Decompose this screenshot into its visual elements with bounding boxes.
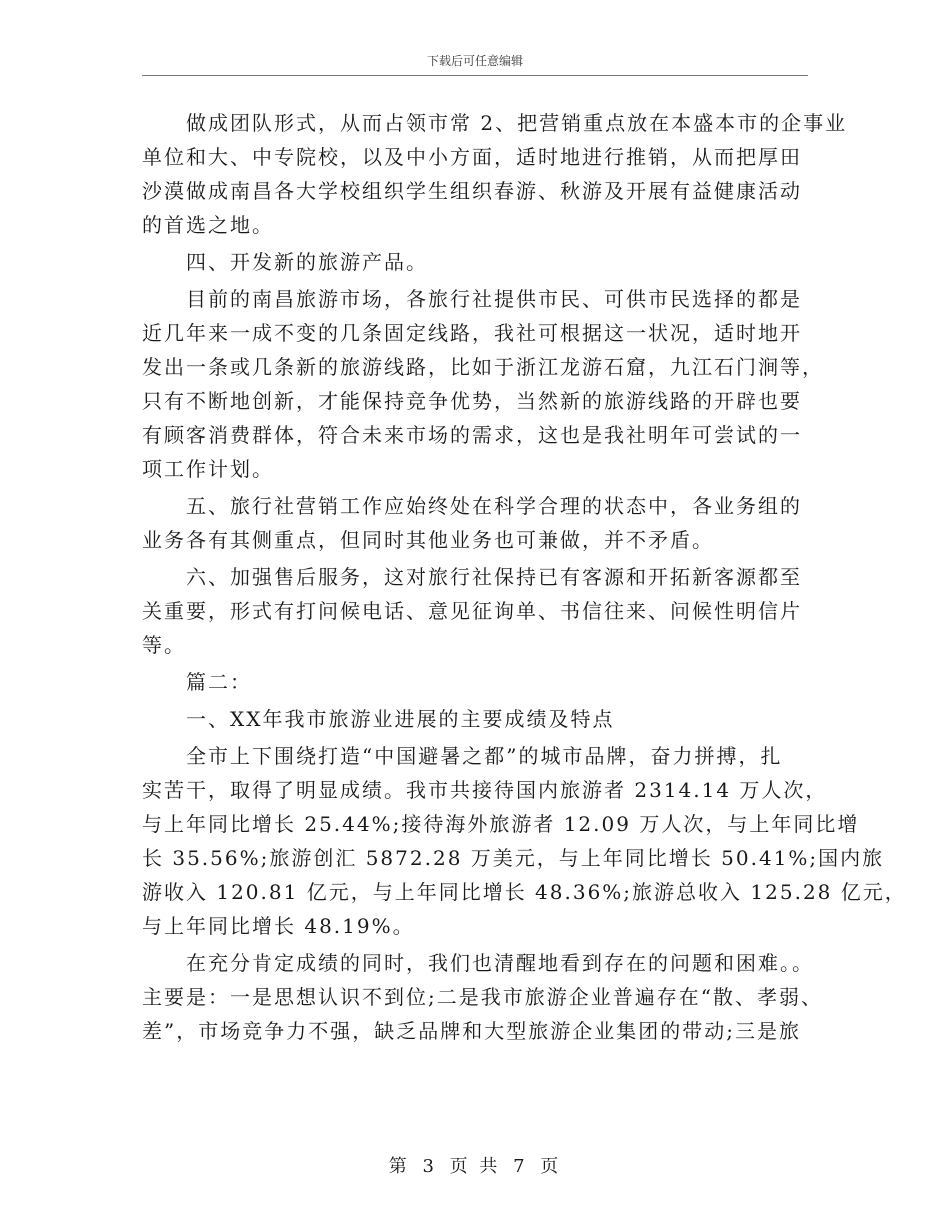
text-line: 业务各有其侧重点，但同时其他业务也可兼做，并不矛盾。 (142, 528, 714, 552)
footer-suffix: 页 (540, 1156, 562, 1177)
text-line: 与上年同比增长 25.44%;接待海外旅游者 12.09 万人次，与上年同比增 (142, 812, 860, 836)
text-line: 主要是：一是思想认识不到位;二是我市旅游企业普遍存在“散、孝弱、 (142, 985, 823, 1009)
text-line: 沙漠做成南昌各大学校组织学生组织春游、秋游及开展有益健康活动 (142, 179, 802, 203)
text-line: 与上年同比增长 48.19%。 (142, 914, 415, 938)
text-line: 六、加强售后服务，这对旅行社保持已有客源和开拓新客源都至 (186, 565, 802, 589)
text-line: 目前的南昌旅游市场，各旅行社提供市民、可供市民选择的都是 (186, 287, 802, 311)
page-footer (0, 1152, 950, 1178)
paragraph (142, 282, 824, 486)
text-line: 一、XX年我市旅游业进展的主要成绩及特点 (186, 707, 615, 731)
paragraph (142, 739, 907, 943)
text-line: 在充分肯定成绩的同时，我们也清醒地看到存在的问题和困难。。 (186, 951, 814, 975)
paragraph (142, 702, 808, 736)
text-line: 发出一条或几条新的旅游线路，比如于浙江龙游石窟，九江石门涧等， (142, 355, 824, 379)
footer-total-pages: 7 (513, 1156, 528, 1177)
paragraph (142, 245, 808, 279)
footer-page-number: 3 (422, 1156, 437, 1177)
text-line: 项工作计划。 (142, 457, 274, 481)
paragraph (142, 106, 848, 242)
paragraph (142, 665, 808, 699)
text-line: 单位和大、中专院校，以及中小方面，适时地进行推销，从而把厚田 (142, 145, 802, 169)
footer-prefix: 第 (388, 1156, 410, 1177)
text-line: 游收入 120.81 亿元，与上年同比增长 48.36%;旅游总收入 125.28 亿元， (142, 880, 907, 904)
page-header: 下载后可任意编辑 (426, 54, 523, 68)
text-line: 四、开发新的旅游产品。 (186, 250, 428, 274)
paragraph (142, 946, 823, 1048)
text-line: 做成团队形式，从而占领市常 2、把营销重点放在本盛本市的企事业 (186, 111, 848, 135)
document-body (142, 106, 907, 1051)
text-line: 的首选之地。 (142, 213, 274, 237)
text-line: 差”，市场竞争力不强，缺乏品牌和大型旅游企业集团的带动;三是旅 (142, 1019, 801, 1043)
text-line: 有顾客消费群体，符合未来市场的需求，这也是我社明年可尝试的一 (142, 423, 802, 447)
paragraph (142, 560, 808, 662)
footer-middle: 页 共 (449, 1156, 501, 1177)
text-line: 全市上下围绕打造“中国避暑之都”的城市品牌，奋力拼搏，扎 (186, 744, 783, 768)
text-line: 实苦干，取得了明显成绩。我市共接待国内旅游者 2314.14 万人次， (142, 778, 828, 802)
text-line: 关重要，形式有打问候电话、意见征询单、书信往来、问候性明信片 (142, 599, 802, 623)
header-divider (142, 75, 808, 76)
text-line: 等。 (142, 633, 186, 657)
text-line: 五、旅行社营销工作应始终处在科学合理的状态中，各业务组的 (186, 494, 802, 518)
text-line: 只有不断地创新，才能保持竞争优势，当然新的旅游线路的开辟也要 (142, 389, 802, 413)
paragraph (142, 489, 808, 557)
text-line: 长 35.56%;旅游创汇 5872.28 万美元，与上年同比增长 50.41%;国内旅 (142, 846, 885, 870)
text-line: 近几年来一成不变的几条固定线路，我社可根据这一状况，适时地开 (142, 321, 802, 345)
text-line: 篇二： (186, 670, 252, 694)
